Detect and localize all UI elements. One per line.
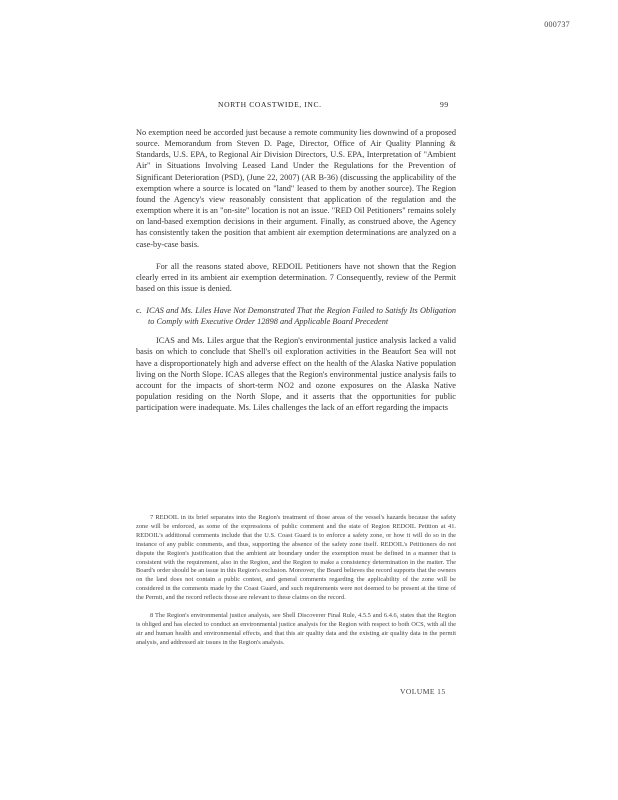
case-caption: NORTH COASTWIDE, INC. (218, 100, 322, 109)
section-heading-text: ICAS and Ms. Liles Have Not Demonstrated That the Region Failed to Satisfy Its Obligation to Comply with Executive Order 12898 and Applicable Board Precedent (146, 306, 456, 327)
volume-label: VOLUME 15 (400, 687, 446, 696)
paragraph-3: ICAS and Ms. Liles argue that the Region's environmental justice analysis lacked a valid basis on which to conclude that Shell's oil exploration activities in the Beaufort Sea will not have a disproportionately high and adverse effect on the health of the Alaska Native population living on the North Slope. ICAS alleges that the Region's environmental justice analysis fails to account for the impacts of short-term NO2 and ozone exposures on the Alaska Native population residing on the North Slope, and it asserts that the opportunities for public participation were inadequate. Ms. Liles challenges the lack of an effort regarding the impacts (136, 336, 456, 413)
main-text (136, 127, 456, 424)
footnote-7: 7 REDOIL in its brief separates into the Region's treatment of those areas of the vessel's hazards because the safety zone will be enforced, as some of the expressions of public comment and the state of Region REDOIL Petition at 41. REDOIL's additional comments include that the U.S. Coast Guard is to enforce a safety zone, or how it will do so in the instance of any public comments, and thus, supporting the absence of the safety zone itself. REDOIL's Petitioners do not dispute the Region's justification that the ambient air boundary under the exemption must be defined in a manner that is consistent with the requirement, also in the Region, and the Region to make a consistency determination in the matter. The Board's order should be an issue in this Region's exclusion. Moreover, the Board believes the record supports that the owners on the land does not contain a public contest, and general comments regarding the applicability of the zone will be considered in the comments made by the Coast Guard, and such requirements were not deemed to be present at the time of the Permit, and the record reflects those are relevant to these claims on the record. (136, 514, 456, 602)
running-head (0, 100, 618, 112)
paragraph-1: No exemption need be accorded just because a remote community lies downwind of a proposed source. Memorandum from Steven D. Page, Director, Office of Air Quality Planning & Standards, U.S. EPA, to Regional Air Division Directors, U.S. EPA, Interpretation of "Ambient Air" in Situations Involving Leased Land Under the Regulations for the Prevention of Significant Deterioration (PSD), (June 22, 2007) (AR B-36) (discussing the applicability of the exemption where a source is located on "land" leased to them by another source). The Region found the Agency's view reasonably consistent that application of the regulation and the exemption where it is an "on-site" location is not an issue. "RED Oil Petitioners" remains solely on land-based exemption decisions in their argument. Finally, as construed above, the Agency has consistently taken the position that ambient air exemption determinations are analyzed on a case-by-case basis. (136, 128, 456, 249)
footnote-8: 8 The Region's environmental justice analysis, see Shell Discoverer Final Rule, 4.5.5 and 6.4.6, states that the Region is obliged and has elected to conduct an environmental justice analysis for the Region with respect to both OCS, with all the air and human health and environmental effects, and that this air quality data and the existing air quality data in the permit analysis, and addressed air issues in the Region's analysis. (136, 612, 456, 646)
paragraph-2: For all the reasons stated above, REDOIL Petitioners have not shown that the Region clearly erred in its ambient air exemption determination. 7 Consequently, review of the Permit based on this issue is denied. (136, 261, 456, 294)
footnotes (136, 514, 456, 657)
section-heading (136, 305, 456, 327)
document-id: 000737 (544, 20, 570, 29)
page-number: 99 (440, 100, 449, 109)
section-heading-letter: c. (136, 306, 142, 316)
